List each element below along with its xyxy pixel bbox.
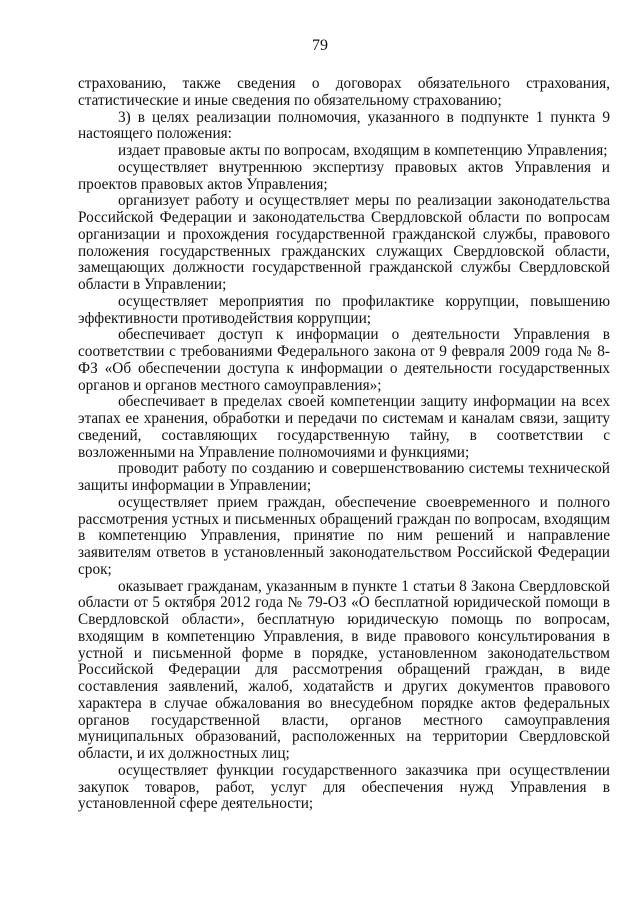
paragraph-internal-expertise: осуществляет внутреннюю экспертизу правовых актов Управления и проектов правовых актов Управления; [78, 158, 610, 193]
paragraph-state-customer: осуществляет функции государственного заказчика при осуществлении закупок товаров, работ, услуг для обеспечения нужд Управления в установленной сфере деятельности; [78, 761, 610, 813]
paragraph-information-access: обеспечивает доступ к информации о деятельности Управления в соответствии с требованиями Федерального закона от 9 февраля 2009 года № 8-ФЗ «Об обеспечении доступа к информации о деятельности государственных органов и органов местного самоуправления»; [78, 326, 610, 394]
paragraph-citizen-reception: осуществляет прием граждан, обеспечение своевременного и полного рассмотрения устных и письменных обращений граждан по вопросам, входящим в компетенцию Управления, принятие по ним решений и направление заявителям ответов в установленный законодательством Российской Федерации срок; [78, 493, 610, 578]
paragraph-item-3-intro: 3) в целях реализации полномочия, указанного в подпункте 1 пункта 9 настоящего положения: [78, 108, 610, 143]
paragraph-free-legal-aid: оказывает гражданам, указанным в пункте 1 статьи 8 Закона Свердловской области от 5 октября 2012 года № 79-ОЗ «О бесплатной юридической помощи в Свердловской области», бесплатную юридическую помощь по вопросам, входящим в компетенцию Управления, в виде правового консультирования в устной и письменной форме в порядке, установленном законодательством Российской Федерации для рассмотрения обращений граждан, в виде составления заявлений, жалоб, ходатайств и других документов правового характера в случае обжалования во внесудебном порядке актов федеральных органов государственной власти, органов местного самоуправления муниципальных образований, расположенных на территории Свердловской области, и их должностных лиц; [78, 577, 610, 762]
paragraph-civil-service: организует работу и осуществляет меры по реализации законодательства Российской Федерации и законодательства Свердловской области по вопросам организации и прохождения государственной гражданской службы, правового положения государственных гражданских служащих Свердловской области, замещающих должности государственной гражданской службы Свердловской области в Управлении; [78, 192, 610, 293]
paragraph-legal-acts: издает правовые акты по вопросам, входящим в компетенцию Управления; [118, 142, 608, 159]
paragraph-information-protection: обеспечивает в пределах своей компетенции защиту информации на всех этапах ее хранения, обработки и передачи по системам и каналам связи, защиту сведений, составляющих государственную тайну, в соответствии с возложенными на Управление полномочиями и функциями; [78, 393, 610, 461]
paragraph-technical-protection: проводит работу по созданию и совершенствованию системы технической защиты информации в Управлении; [78, 460, 610, 494]
paragraph-anti-corruption: осуществляет мероприятия по профилактике коррупции, повышению эффективности противодействия коррупции; [78, 292, 610, 327]
document-body [78, 76, 610, 813]
page-number: 79 [312, 37, 328, 54]
paragraph-insurance-info-continuation: страхованию, также сведения о договорах обязательного страхования, статистические и иные сведения по обязательному страхованию; [78, 75, 610, 109]
